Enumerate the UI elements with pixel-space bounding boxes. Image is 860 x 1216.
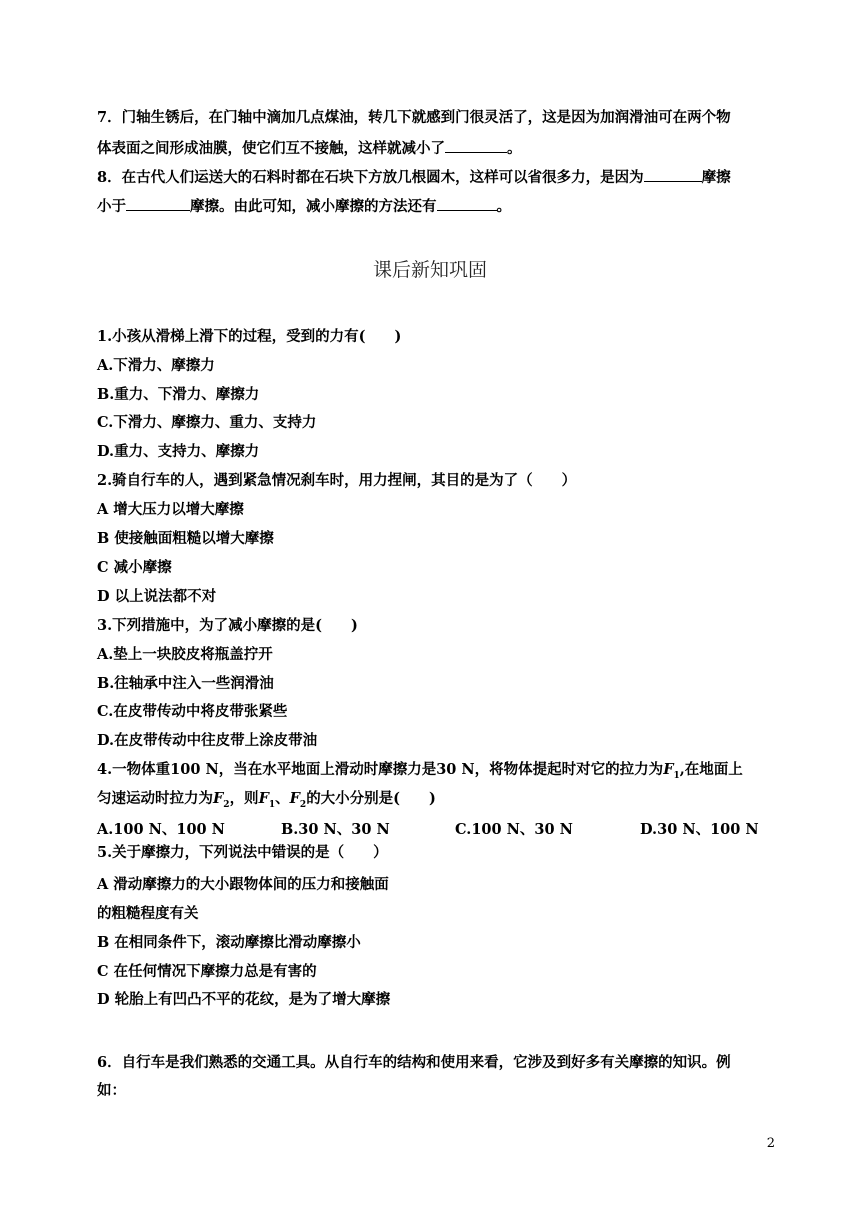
q7-answer-blank[interactable] [445,137,507,153]
q8-text-b: 摩擦 [701,169,731,186]
q2-option-a[interactable]: A 增大压力以增大摩擦 [97,501,244,518]
section-title: 课后新知巩固 [372,259,487,281]
q4-text-d: ，则 [229,790,259,807]
q3-option-c[interactable]: C.在皮带传动中将皮带张紧些 [97,703,288,720]
q6-line2: 如： [97,1082,126,1099]
q7-text: 体表面之间形成油膜，使它们互不接触，这样就减小了 [97,140,445,157]
q8-blank-3[interactable] [437,195,497,211]
q4-f2b-sub: 2 [299,799,307,810]
q4-text-b: ,在地面上 [679,761,743,778]
q4-text-e: 的大小分别是( ) [306,790,436,807]
q3-stem: 3.下列措施中，为了减小摩擦的是( ) [97,617,358,634]
q1-stem: 1.小孩从滑梯上滑下的过程，受到的力有( ) [97,328,402,345]
q4-text-c: 匀速运动时拉力为 [97,790,213,807]
q1-option-d[interactable]: D.重力、支持力、摩擦力 [97,443,260,460]
q4-line2 [97,789,436,815]
q4-option-a[interactable]: A.100 N、100 N [97,821,225,838]
q4-f-symbol: F [663,761,674,778]
q3-option-b[interactable]: B.往轴承中注入一些润滑油 [97,675,274,692]
q5-option-a[interactable]: A 滑动摩擦力的大小跟物体间的压力和接触面 [97,876,389,893]
q8-line2 [97,195,511,217]
q7-end: 。 [507,140,522,157]
q6-line1: 6．自行车是我们熟悉的交通工具。从自行车的结构和使用来看，它涉及到好多有关摩擦的知识。例 [97,1054,731,1071]
q4-f2-symbol: F [213,790,224,807]
q5-option-b[interactable]: B 在相同条件下，滚动摩擦比滑动摩擦小 [97,934,361,951]
q8-text-c: 小于 [97,198,126,215]
q2-option-b[interactable]: B 使接触面粗糙以增大摩擦 [97,530,274,547]
q4-option-c[interactable]: C.100 N、30 N [455,821,573,838]
q3-option-d[interactable]: D.在皮带传动中往皮带上涂皮带油 [97,732,318,749]
q5-option-a-cont[interactable]: 的粗糙程度有关 [97,905,199,922]
q4-f1b-symbol: F [258,790,269,807]
q8-text-d: 摩擦。由此可知，减小摩擦的方法还有 [190,198,437,215]
q8-blank-2[interactable] [126,195,190,211]
q1-option-b[interactable]: B.重力、下滑力、摩擦力 [97,386,260,403]
q2-option-c[interactable]: C 减小摩擦 [97,559,172,576]
q5-option-c[interactable]: C 在任何情况下摩擦力总是有害的 [97,963,317,980]
q8-line1 [97,166,731,188]
q1-option-a[interactable]: A.下滑力、摩擦力 [97,357,215,374]
q7-line1: 7．门轴生锈后，在门轴中滴加几点煤油，转几下就感到门很灵活了，这是因为加润滑油可在两个物 [97,109,731,126]
q5-stem: 5.关于摩擦力，下列说法中错误的是（ ） [97,844,388,861]
q4-f1b-sub: 1 [268,799,276,810]
q8-blank-1[interactable] [644,166,702,182]
q2-option-d[interactable]: D 以上说法都不对 [97,588,217,605]
q5-option-d[interactable]: D 轮胎上有凹凸不平的花纹，是为了增大摩擦 [97,991,391,1008]
q4-text-a: 4.一物体重100 N，当在水平地面上滑动时摩擦力是30 N，将物体提起时对它的拉力为 [97,761,664,778]
q4-line1 [97,760,743,786]
q4-option-d[interactable]: D.30 N、100 N [640,821,759,838]
q4-f2b-symbol: F [289,790,300,807]
q1-option-c[interactable]: C.下滑力、摩擦力、重力、支持力 [97,414,317,431]
q4-f-sub: 1 [673,770,680,781]
q7-line2 [97,137,522,159]
page-number: 2 [766,1136,775,1151]
q4-f2-sub: 2 [223,799,230,810]
q8-text-a: 8．在古代人们运送大的石料时都在石块下方放几根圆木，这样可以省很多力，是因为 [97,169,644,186]
q8-text-e: 。 [496,198,511,215]
q4-option-b[interactable]: B.30 N、30 N [281,821,390,838]
q2-stem: 2.骑自行车的人，遇到紧急情况刹车时，用力捏闸，其目的是为了（ ） [97,472,577,489]
q4-sep: 、 [275,790,290,807]
q3-option-a[interactable]: A.垫上一块胶皮将瓶盖拧开 [97,646,273,663]
